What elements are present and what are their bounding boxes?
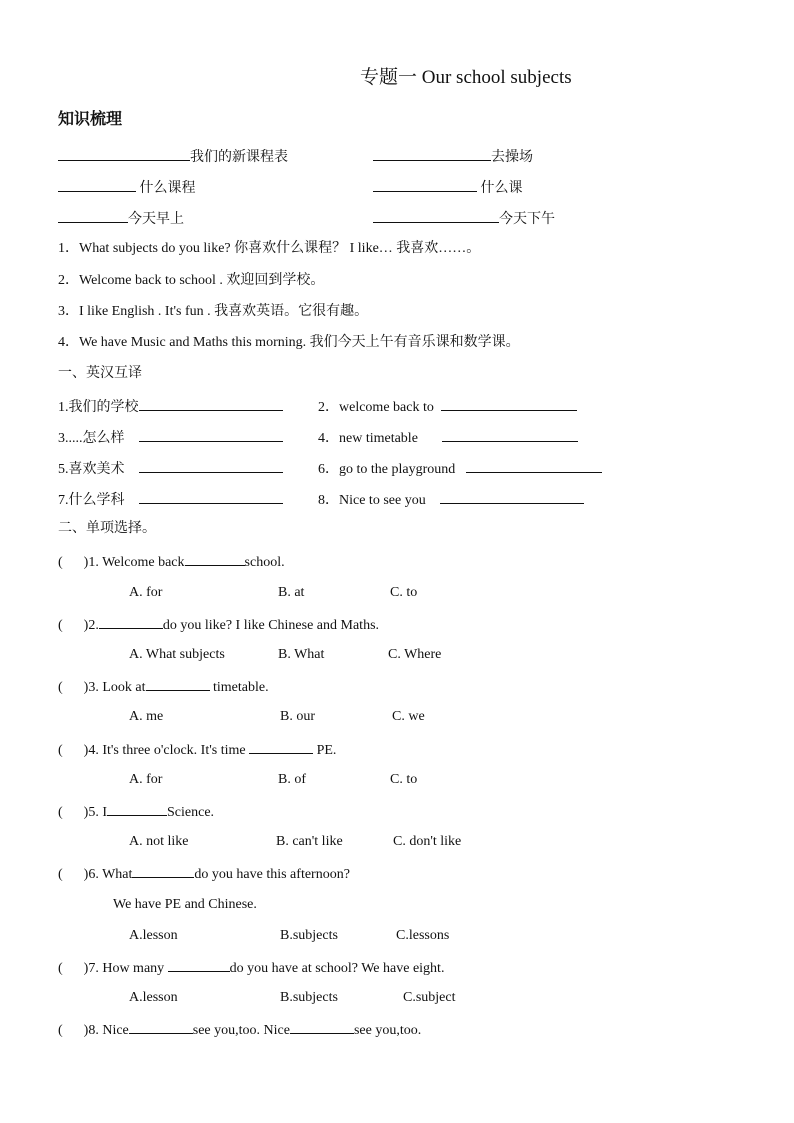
answer-blank[interactable]	[129, 1020, 193, 1034]
vocab-row-1-left: 我们的新课程表	[58, 147, 288, 167]
answer-blank[interactable]	[58, 209, 128, 223]
vocab-row-2-left: 什么课程	[58, 178, 196, 198]
answer-blank[interactable]	[58, 147, 190, 161]
q3-option-c[interactable]: C. we	[392, 709, 425, 724]
q3-option-b[interactable]: B. our	[280, 709, 315, 724]
vocab-row-1-right: 去操场	[373, 147, 533, 167]
question-4: ( )4. It's three o'clock. It's time PE.	[58, 740, 336, 760]
question-1: ( )1. Welcome back school.	[58, 552, 285, 572]
q1-option-b[interactable]: B. at	[278, 585, 305, 600]
answer-bracket[interactable]: (	[58, 618, 63, 633]
question-6-answer-line: We have PE and Chinese.	[113, 897, 257, 912]
question-6: ( )6. What do you have this afternoon?	[58, 864, 350, 884]
section-heading-choice: 二、单项选择。	[58, 521, 156, 536]
q2-option-b[interactable]: B. What	[278, 647, 325, 662]
translate-item-5: 5.喜欢美术	[58, 459, 283, 479]
q6-option-b[interactable]: B.subjects	[280, 928, 338, 943]
answer-blank[interactable]	[168, 958, 230, 972]
answer-blank[interactable]	[290, 1020, 354, 1034]
section-heading-translate: 一、英汉互译	[58, 366, 142, 381]
q7-option-b[interactable]: B.subjects	[280, 990, 338, 1005]
translate-item-2: 2．welcome back to	[318, 397, 577, 417]
q6-option-c[interactable]: C.lessons	[396, 928, 450, 943]
answer-blank[interactable]	[139, 428, 283, 442]
sentence-2: 2．Welcome back to school . 欢迎回到学校。	[58, 273, 325, 288]
answer-bracket[interactable]: (	[58, 680, 63, 695]
sentence-3: 3．I like English . It's fun . 我喜欢英语。它很有趣。	[58, 304, 369, 319]
q6-option-a[interactable]: A.lesson	[129, 928, 178, 943]
translate-item-1: 1.我们的学校	[58, 397, 283, 417]
answer-blank[interactable]	[58, 178, 136, 192]
answer-blank[interactable]	[139, 397, 283, 411]
answer-blank[interactable]	[442, 428, 578, 442]
q4-option-c[interactable]: C. to	[390, 772, 418, 787]
question-7: ( )7. How many do you have at school? We have eight.	[58, 958, 444, 978]
translate-item-6: 6．go to the playground	[318, 459, 602, 479]
q1-option-a[interactable]: A. for	[129, 585, 163, 600]
q2-option-c[interactable]: C. Where	[388, 647, 442, 662]
answer-blank[interactable]	[139, 459, 283, 473]
answer-blank[interactable]	[373, 178, 477, 192]
answer-blank[interactable]	[249, 740, 313, 754]
q4-option-a[interactable]: A. for	[129, 772, 163, 787]
question-5: ( )5. I Science.	[58, 802, 214, 822]
answer-bracket[interactable]: (	[58, 805, 63, 820]
vocab-row-3-left: 今天早上	[58, 209, 184, 229]
answer-blank[interactable]	[373, 209, 499, 223]
answer-bracket[interactable]: (	[58, 1023, 63, 1038]
answer-blank[interactable]	[107, 802, 167, 816]
translate-item-8: 8．Nice to see you	[318, 490, 584, 510]
sentence-4: 4．We have Music and Maths this morning. 我们今天上午有音乐课和数学课。	[58, 335, 520, 350]
q1-option-c[interactable]: C. to	[390, 585, 418, 600]
vocab-row-2-right: 什么课	[373, 178, 523, 198]
sentence-1: 1．What subjects do you like? 你喜欢什么课程？ I like… 我喜欢……。	[58, 241, 481, 256]
answer-blank[interactable]	[139, 490, 283, 504]
answer-blank[interactable]	[99, 615, 163, 629]
translate-item-7: 7.什么学科	[58, 490, 283, 510]
page-title: 专题一 Our school subjects	[360, 67, 572, 88]
answer-blank[interactable]	[440, 490, 584, 504]
q3-option-a[interactable]: A. me	[129, 709, 164, 724]
question-8: ( )8. Nice see you,too. Nice see you,too.	[58, 1020, 421, 1040]
vocab-row-3-right: 今天下午	[373, 209, 555, 229]
section-heading-knowledge: 知识梳理	[58, 111, 123, 128]
answer-blank[interactable]	[132, 864, 194, 878]
answer-bracket[interactable]: (	[58, 961, 63, 976]
answer-bracket[interactable]: (	[58, 743, 63, 758]
q7-option-c[interactable]: C.subject	[403, 990, 456, 1005]
q7-option-a[interactable]: A.lesson	[129, 990, 178, 1005]
answer-blank[interactable]	[441, 397, 577, 411]
question-3: ( )3. Look at timetable.	[58, 677, 269, 697]
question-2: ( )2. do you like? I like Chinese and Maths.	[58, 615, 379, 635]
translate-item-4: 4．new timetable	[318, 428, 578, 448]
answer-blank[interactable]	[146, 677, 210, 691]
answer-blank[interactable]	[466, 459, 602, 473]
q2-option-a[interactable]: A. What subjects	[129, 647, 225, 662]
q5-option-a[interactable]: A. not like	[129, 834, 189, 849]
answer-bracket[interactable]: (	[58, 555, 63, 570]
answer-blank[interactable]	[185, 552, 245, 566]
q5-option-b[interactable]: B. can't like	[276, 834, 343, 849]
answer-bracket[interactable]: (	[58, 867, 63, 882]
translate-item-3: 3.....怎么样	[58, 428, 283, 448]
q4-option-b[interactable]: B. of	[278, 772, 306, 787]
q5-option-c[interactable]: C. don't like	[393, 834, 462, 849]
answer-blank[interactable]	[373, 147, 491, 161]
